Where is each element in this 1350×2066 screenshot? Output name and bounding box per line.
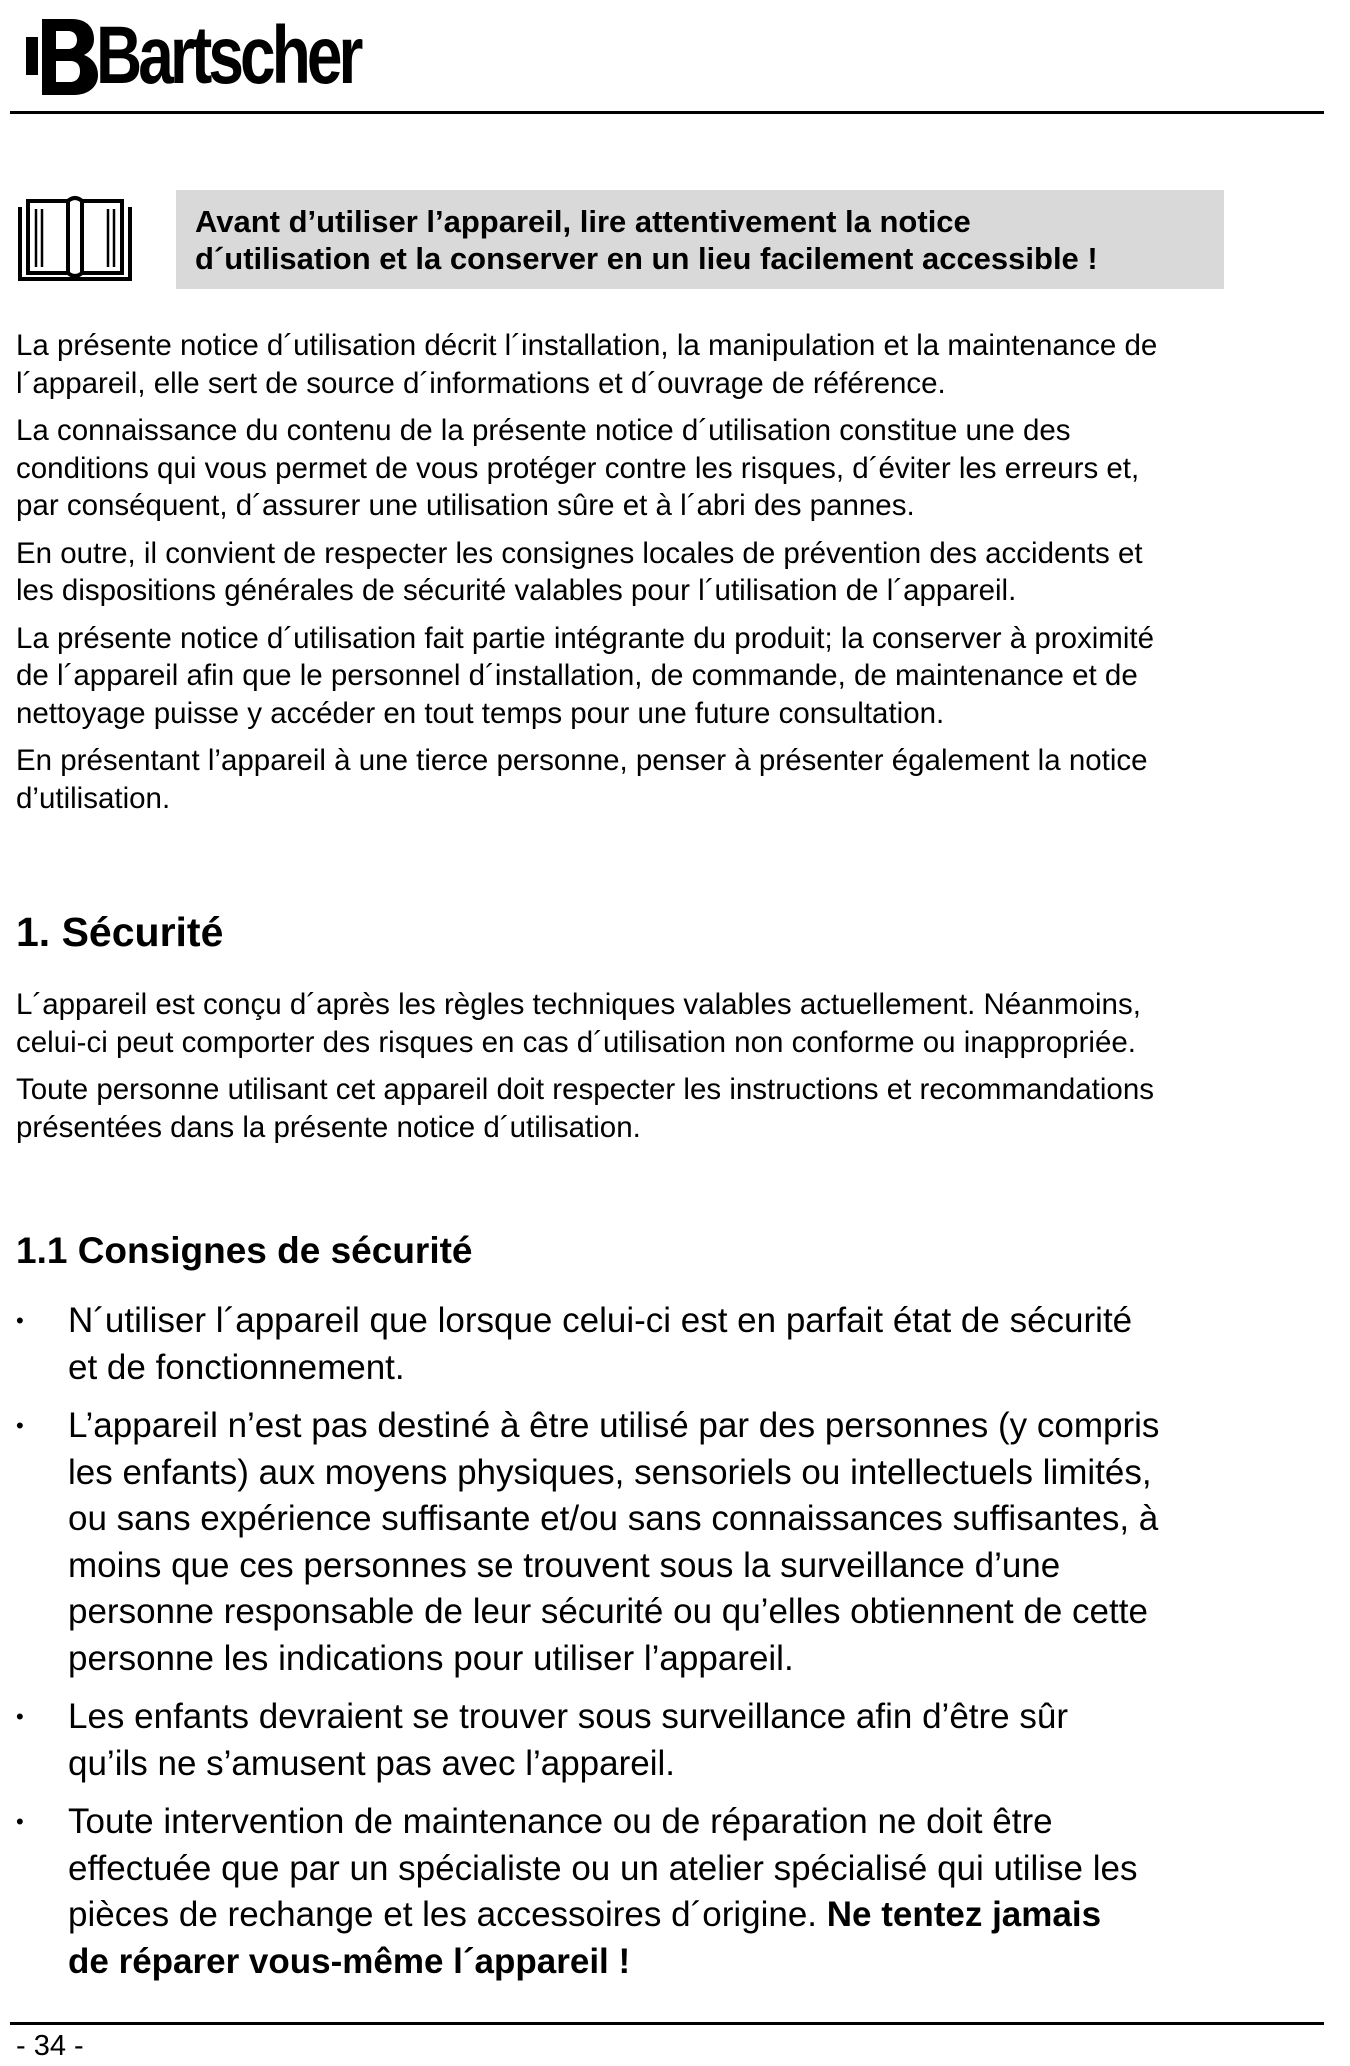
text-line: conditions qui vous permet de vous protéger contre les risques, d´éviter les erreurs et, <box>16 451 1140 485</box>
intro-paragraph-3 <box>16 535 1316 610</box>
intro-paragraph-2 <box>16 412 1316 525</box>
text-line <box>68 1892 1336 1939</box>
notice-line: d´utilisation et la conserver en un lieu facilement accessible ! <box>195 241 1098 276</box>
page-number: - 34 - <box>16 2030 84 2062</box>
securite-section <box>16 986 1316 1156</box>
text-line: nettoyage puisse y accéder en tout temps pour une future consultation. <box>16 696 945 730</box>
list-item <box>16 1403 1336 1682</box>
text-line: La présente notice d´utilisation décrit l´installation, la manipulation et la maintenance de <box>16 329 1158 362</box>
text-line: personne responsable de leur sécurité ou qu’elles obtiennent de cette <box>68 1592 1148 1631</box>
text-line: effectuée que par un spécialiste ou un atelier spécialisé qui utilise les <box>68 1848 1138 1888</box>
text-line: En outre, il convient de respecter les consignes locales de prévention des accidents et <box>16 536 1143 570</box>
text-line: N´utiliser l´appareil que lorsque celui-ci est en parfait état de sécurité <box>68 1301 1133 1340</box>
text-line: présentées dans la présente notice d´utilisation. <box>16 1110 641 1144</box>
text-line: personne les indications pour utiliser l’appareil. <box>68 1638 794 1678</box>
text-line: La connaissance du contenu de la présente notice d´utilisation constitue une des <box>16 414 1071 447</box>
text-line: Toute personne utilisant cet appareil doit respecter les instructions et recommandations <box>16 1073 1154 1106</box>
safety-instructions-list <box>16 1298 1336 1997</box>
bullet-icon: • <box>16 1308 24 1333</box>
text-segment: pièces de rechange et les accessoires d´origine. <box>68 1895 827 1934</box>
text-line: En présentant l’appareil à une tierce personne, penser à présenter également la notice <box>16 744 1148 777</box>
logo-b-mark-icon <box>22 15 100 97</box>
intro-paragraph-1 <box>16 327 1316 402</box>
notice-line: Avant d’utiliser l’appareil, lire attentivement la notice <box>195 204 971 239</box>
intro-section <box>16 327 1316 827</box>
notice-box <box>176 190 1224 289</box>
text-line: d’utilisation. <box>16 781 171 815</box>
text-line: de l´appareil afin que le personnel d´installation, de commande, de maintenance et de <box>16 659 1138 692</box>
logo-text: Bartscher <box>96 10 360 101</box>
brand-logo <box>22 8 434 104</box>
text-line: celui-ci peut comporter des risques en cas d´utilisation non conforme ou inappropriée. <box>16 1025 1136 1059</box>
text-line: L´appareil est conçu d´après les règles techniques valables actuellement. Néanmoins, <box>16 988 1141 1021</box>
intro-paragraph-4 <box>16 620 1316 733</box>
text-line: les enfants) aux moyens physiques, sensoriels ou intellectuels limités, <box>68 1452 1152 1492</box>
open-book-icon <box>16 193 134 285</box>
text-line: L’appareil n’est pas destiné à être utilisé par des personnes (y compris <box>68 1406 1160 1445</box>
list-item <box>16 1799 1336 1985</box>
text-line <box>68 1939 1336 1986</box>
text-line: qu’ils ne s’amusent pas avec l’appareil. <box>68 1743 675 1783</box>
bullet-icon: • <box>16 1809 24 1834</box>
text-line: et de fonctionnement. <box>68 1347 405 1387</box>
footer-divider <box>10 2022 1324 2025</box>
text-line: ou sans expérience suffisante et/ou sans connaissances suffisantes, à <box>68 1499 1159 1538</box>
header-divider <box>10 111 1324 114</box>
bullet-icon: • <box>16 1704 24 1729</box>
text-line: Toute intervention de maintenance ou de réparation ne doit être <box>68 1802 1053 1841</box>
bold-warning-text: Ne tentez jamais <box>826 1895 1102 1934</box>
text-line: La présente notice d´utilisation fait partie intégrante du produit; la conserver à proximité <box>16 621 1155 655</box>
text-line: les dispositions générales de sécurité valables pour l´utilisation de l´appareil. <box>16 574 1017 607</box>
text-line: l´appareil, elle sert de source d´informations et d´ouvrage de référence. <box>16 366 946 400</box>
section-heading-securite: 1. Sécurité <box>16 909 224 955</box>
securite-paragraph-1 <box>16 986 1316 1061</box>
text-line: Les enfants devraient se trouver sous surveillance afin d’être sûr <box>68 1697 1068 1736</box>
intro-paragraph-5 <box>16 742 1316 817</box>
section-heading-consignes: 1.1 Consignes de sécurité <box>16 1230 473 1271</box>
list-item <box>16 1298 1336 1391</box>
text-line: moins que ces personnes se trouvent sous la surveillance d’une <box>68 1545 1061 1585</box>
list-item <box>16 1694 1336 1787</box>
text-line: par conséquent, d´assurer une utilisation sûre et à l´abri des pannes. <box>16 489 915 522</box>
bullet-icon: • <box>16 1413 24 1438</box>
bold-warning-text: de réparer vous-même l´appareil ! <box>68 1941 631 1981</box>
securite-paragraph-2 <box>16 1071 1316 1146</box>
